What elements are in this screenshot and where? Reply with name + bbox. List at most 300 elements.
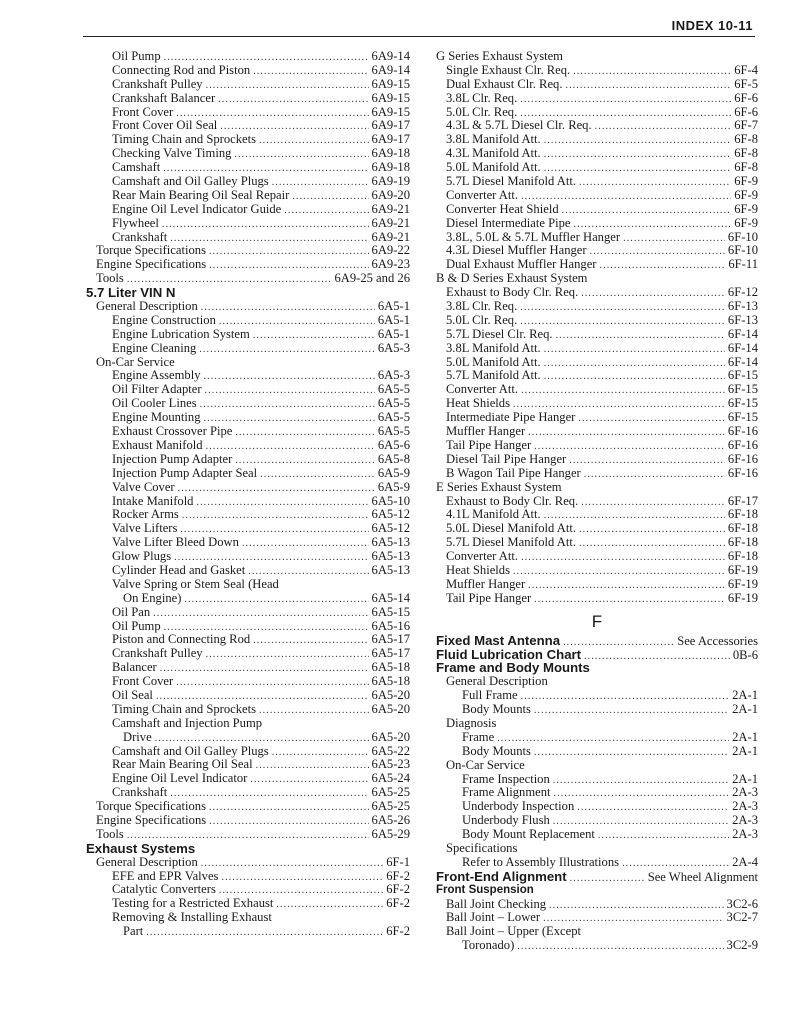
index-entry <box>86 925 410 939</box>
entry-page: 6A5-25 <box>371 786 410 800</box>
index-entry <box>86 244 410 258</box>
entry-text: Cylinder Head and Gasket <box>112 563 246 577</box>
dot-leader <box>209 259 368 272</box>
index-entry <box>86 883 410 897</box>
entry-page: 6A9-21 <box>371 202 410 216</box>
entry-text: Engine Mounting <box>112 411 201 425</box>
entry-text: Ball Joint Checking <box>446 897 547 911</box>
entry-text: Full Frame <box>462 689 518 703</box>
entry-text: B Wagon Tail Pipe Hanger <box>446 466 581 480</box>
entry-text: Oil Pump <box>112 50 161 63</box>
entry-text: Testing for a Restricted Exhaust <box>112 897 274 911</box>
index-entry <box>86 64 410 78</box>
index-entry <box>86 175 410 189</box>
entry-page: 6A5-1 <box>377 300 410 314</box>
dot-leader <box>590 245 725 258</box>
entry-text: Camshaft and Injection Pump <box>112 716 263 730</box>
index-entry <box>436 939 758 953</box>
index-entry <box>436 550 758 564</box>
index-entry <box>86 328 410 342</box>
index-entry <box>86 50 410 64</box>
entry-text: Tools <box>96 827 124 841</box>
dot-leader <box>534 440 725 453</box>
index-entry <box>86 231 410 245</box>
entry-page: 2A-1 <box>732 689 758 703</box>
entry-text: 5.0L Manifold Att. <box>446 355 541 369</box>
entry-text: E Series Exhaust System <box>436 480 562 494</box>
index-entry <box>436 300 758 314</box>
entry-text: Injection Pump Adapter <box>112 452 233 466</box>
index-entry <box>436 342 758 356</box>
entry-text: Camshaft and Oil Galley Plugs <box>112 744 269 758</box>
entry-text: 3.8L, 5.0L & 5.7L Muffler Hanger <box>446 230 621 244</box>
dot-leader <box>521 384 725 397</box>
dot-leader <box>162 218 369 231</box>
entry-text: Engine Specifications <box>96 813 207 827</box>
entry-page: 6F-18 <box>727 522 758 536</box>
entry-text: Front Suspension <box>436 883 534 896</box>
index-entry <box>436 495 758 509</box>
entry-page: 6A5-20 <box>371 730 410 744</box>
index-entry <box>436 898 758 912</box>
dot-leader <box>206 79 369 92</box>
dot-leader <box>127 273 332 286</box>
index-entry <box>436 133 758 147</box>
header-rule <box>83 36 755 37</box>
entry-page: 6F-18 <box>727 536 758 550</box>
entry-text: Rear Main Bearing Oil Seal <box>112 758 253 772</box>
index-entry <box>436 147 758 161</box>
entry-page: 6F-2 <box>386 925 410 939</box>
dot-leader <box>248 565 368 578</box>
entry-page: 6F-16 <box>727 466 758 480</box>
index-entry <box>436 911 758 925</box>
entry-text: 5.0L Clr. Req. <box>446 313 518 327</box>
index-entry <box>436 828 758 842</box>
entry-page: 6A5-14 <box>371 591 410 605</box>
index-entry <box>86 383 410 397</box>
entry-text: Body Mounts <box>462 703 531 717</box>
entry-page: 3C2-7 <box>726 911 758 925</box>
index-entry <box>86 578 410 592</box>
entry-text: Front Cover <box>112 105 174 119</box>
index-entry <box>86 119 410 133</box>
index-entry <box>436 703 758 717</box>
index-entry <box>436 258 758 272</box>
index-entry <box>436 92 758 106</box>
entry-text: Catalytic Converters <box>112 883 216 897</box>
index-entry <box>436 328 758 342</box>
index-heading <box>86 286 410 300</box>
entry-text: On-Car Service <box>96 355 175 369</box>
dot-leader <box>184 593 368 606</box>
dot-leader <box>260 468 375 481</box>
dot-leader <box>204 412 375 425</box>
index-entry <box>436 272 758 286</box>
index-entry <box>436 356 758 370</box>
index-entry <box>86 203 410 217</box>
entry-text: Engine Oil Level Indicator Guide <box>112 202 282 216</box>
entry-text: Engine Lubrication System <box>112 327 250 341</box>
dot-leader <box>196 496 368 509</box>
index-entry <box>86 745 410 759</box>
index-entry <box>86 675 410 689</box>
index-entry <box>436 231 758 245</box>
dot-leader <box>517 940 723 953</box>
dot-leader <box>176 107 368 120</box>
dot-leader <box>600 259 726 272</box>
index-entry <box>86 397 410 411</box>
entry-text: Exhaust to Body Clr. Req. <box>446 494 579 508</box>
index-entry <box>86 217 410 231</box>
index-entry <box>86 467 410 481</box>
entry-text: Diesel Tail Pipe Hanger <box>446 452 567 466</box>
index-entry <box>86 647 410 661</box>
dot-leader <box>256 759 369 772</box>
index-entry <box>86 495 410 509</box>
dot-leader <box>234 148 368 161</box>
dot-leader <box>182 509 369 522</box>
entry-page: 6A5-5 <box>377 397 410 411</box>
entry-page: 6F-15 <box>727 397 758 411</box>
dot-leader <box>521 190 731 203</box>
dot-leader <box>209 245 369 258</box>
index-entry <box>436 64 758 78</box>
entry-text: Engine Specifications <box>96 258 207 272</box>
entry-page: 6F-5 <box>734 77 758 91</box>
entry-text: Oil Pan <box>112 605 151 619</box>
entry-page: 2A-3 <box>732 814 758 828</box>
dot-leader <box>520 315 725 328</box>
entry-page: 6A5-12 <box>371 508 410 522</box>
dot-leader <box>206 440 375 453</box>
dot-leader <box>528 579 725 592</box>
entry-page: 6A5-25 <box>371 800 410 814</box>
dot-leader <box>544 357 725 370</box>
entry-page: 6F-12 <box>727 286 758 300</box>
entry-text: 3.8L Clr. Req. <box>446 300 518 314</box>
entry-page: 2A-4 <box>732 855 758 869</box>
entry-page: 6A5-13 <box>371 550 410 564</box>
dot-leader <box>520 301 725 314</box>
index-entry <box>436 508 758 522</box>
entry-text: Front-End Alignment <box>436 869 567 884</box>
dot-leader <box>163 162 368 175</box>
dot-leader <box>235 454 374 467</box>
entry-text: Glow Plugs <box>112 550 172 564</box>
dot-leader <box>153 607 368 620</box>
dot-leader <box>584 650 730 662</box>
dot-leader <box>565 79 731 92</box>
dot-leader <box>584 468 725 481</box>
index-entry <box>436 286 758 300</box>
entry-page: 6A5-15 <box>371 605 410 619</box>
dot-leader <box>554 787 730 800</box>
entry-text: EFE and EPR Valves <box>112 869 219 883</box>
index-entry <box>86 453 410 467</box>
entry-page: 6A9-22 <box>371 244 410 258</box>
entry-text: Body Mounts <box>462 744 531 758</box>
index-entry <box>86 272 410 286</box>
index-heading <box>436 884 758 898</box>
entry-text: Front Cover Oil Seal <box>112 119 218 133</box>
entry-page: 6F-13 <box>727 313 758 327</box>
entry-text: Oil Seal <box>112 688 153 702</box>
index-entry <box>436 467 758 481</box>
dot-leader <box>534 746 729 759</box>
page-title: INDEX 10-11 <box>671 18 753 33</box>
entry-page: 6F-13 <box>727 300 758 314</box>
entry-text: Crankshaft Pulley <box>112 647 203 661</box>
dot-leader <box>219 315 375 328</box>
entry-text: 4.3L & 5.7L Diesel Clr. Req. <box>446 119 592 133</box>
dot-leader <box>160 662 369 675</box>
index-column-left <box>86 50 410 939</box>
entry-text: Crankshaft <box>112 786 168 800</box>
entry-page: 2A-3 <box>732 800 758 814</box>
index-entry <box>436 564 758 578</box>
index-entry <box>86 300 410 314</box>
index-entry <box>86 78 410 92</box>
dot-leader <box>242 537 369 550</box>
entry-page: 6A9-19 <box>371 175 410 189</box>
entry-text: Camshaft <box>112 161 161 175</box>
index-entry <box>436 119 758 133</box>
index-entry <box>436 244 758 258</box>
dot-leader <box>595 120 732 133</box>
dot-leader <box>543 912 723 925</box>
entry-page: 2A-3 <box>732 786 758 800</box>
entry-text: 4.3L Diesel Muffler Hanger <box>446 244 587 258</box>
dot-leader <box>253 329 375 342</box>
dot-leader <box>235 426 374 439</box>
entry-text: Balancer <box>112 661 157 675</box>
entry-page: 6F-9 <box>734 216 758 230</box>
entry-page: 6A5-17 <box>371 633 410 647</box>
dot-leader <box>174 551 368 564</box>
entry-page: 6A9-17 <box>371 133 410 147</box>
entry-text: Intake Manifold <box>112 494 194 508</box>
index-entry <box>86 189 410 203</box>
dot-leader <box>209 815 368 828</box>
dot-leader <box>497 732 729 745</box>
entry-text: Heat Shields <box>446 397 511 411</box>
index-entry <box>436 731 758 745</box>
entry-text: Flywheel <box>112 216 159 230</box>
entry-page: 6F-19 <box>727 563 758 577</box>
dot-leader <box>200 398 375 411</box>
entry-text: General Description <box>446 675 548 689</box>
entry-page: 6F-15 <box>727 369 758 383</box>
entry-page: 2A-3 <box>732 828 758 842</box>
entry-text: Exhaust Systems <box>86 841 196 856</box>
entry-text: Valve Spring or Stem Seal (Head <box>112 577 279 591</box>
dot-leader <box>219 884 383 897</box>
entry-text: 5.0L Clr. Req. <box>446 105 518 119</box>
entry-page: 6F-16 <box>727 425 758 439</box>
dot-leader <box>164 51 369 64</box>
entry-page: 6A5-16 <box>371 619 410 633</box>
entry-text: General Description <box>96 300 198 314</box>
entry-text: Ball Joint – Upper (Except <box>446 925 582 939</box>
entry-text: 4.3L Manifold Att. <box>446 147 541 161</box>
index-entry <box>86 92 410 106</box>
entry-page: 6A5-9 <box>377 466 410 480</box>
entry-page: 6F-18 <box>727 508 758 522</box>
entry-page: 6A5-13 <box>371 536 410 550</box>
entry-text: Converter Att. <box>446 383 519 397</box>
entry-text: Tail Pipe Hanger <box>446 591 532 605</box>
entry-page: See Accessories <box>677 633 758 648</box>
index-entry <box>436 842 758 856</box>
entry-page: 6A9-14 <box>371 50 410 63</box>
index-entry <box>436 856 758 870</box>
entry-page: 6A5-1 <box>377 313 410 327</box>
entry-text: 3.8L Clr. Req. <box>446 91 518 105</box>
dot-leader <box>292 190 368 203</box>
dot-leader <box>178 482 375 495</box>
dot-leader <box>544 148 732 161</box>
entry-text: Valve Lifters <box>112 522 178 536</box>
dot-leader <box>520 93 731 106</box>
index-entry <box>86 717 410 731</box>
entry-page: 6A9-14 <box>371 63 410 77</box>
dot-leader <box>577 801 729 814</box>
entry-page: 6A5-10 <box>371 494 410 508</box>
dot-leader <box>553 774 729 787</box>
entry-page: 6F-15 <box>727 383 758 397</box>
index-entry <box>436 439 758 453</box>
entry-page: 3C2-9 <box>726 939 758 953</box>
index-entry <box>86 356 410 370</box>
entry-page: 6A9-15 <box>371 91 410 105</box>
dot-leader <box>579 523 725 536</box>
entry-page: 6F-8 <box>734 133 758 147</box>
entry-page: 6F-2 <box>386 869 410 883</box>
entry-page: 6F-19 <box>727 577 758 591</box>
entry-page: 6A9-23 <box>371 258 410 272</box>
index-entry <box>86 661 410 675</box>
entry-text: Oil Pump <box>112 619 161 633</box>
entry-page: 6A5-1 <box>377 327 410 341</box>
dot-leader <box>201 857 383 870</box>
index-entry <box>86 592 410 606</box>
entry-text: 3.8L Manifold Att. <box>446 341 541 355</box>
entry-text: Frame Alignment <box>462 786 551 800</box>
entry-text: Valve Lifter Bleed Down <box>112 536 239 550</box>
entry-text: Exhaust Crossover Pipe <box>112 425 233 439</box>
index-entry <box>86 633 410 647</box>
entry-page: 6A5-22 <box>371 744 410 758</box>
dot-leader <box>556 329 725 342</box>
entry-page: 6F-17 <box>727 494 758 508</box>
index-entry <box>86 800 410 814</box>
entry-text: Timing Chain and Sprockets <box>112 133 257 147</box>
index-heading <box>86 842 410 856</box>
entry-text: Diagnosis <box>446 716 497 730</box>
dot-leader <box>201 301 375 314</box>
index-entry <box>86 620 410 634</box>
index-heading <box>436 661 758 675</box>
index-entry <box>436 203 758 217</box>
dot-leader <box>180 523 368 536</box>
entry-text: Specifications <box>446 841 518 855</box>
index-entry <box>436 745 758 759</box>
entry-text: 5.7L Diesel Manifold Att. <box>446 175 577 189</box>
dot-leader <box>199 343 375 356</box>
dot-leader <box>573 65 731 78</box>
entry-page: See Wheel Alignment <box>647 869 758 884</box>
dot-leader <box>155 732 369 745</box>
dot-leader <box>549 899 723 912</box>
entry-text: 5.0L Diesel Manifold Att. <box>446 522 577 536</box>
entry-text: General Description <box>96 855 198 869</box>
entry-page: 6A5-12 <box>371 522 410 536</box>
entry-text: Piston and Connecting Rod <box>112 633 251 647</box>
entry-text: Drive <box>123 730 152 744</box>
entry-text: Converter Heat Shield <box>446 202 559 216</box>
dot-leader <box>218 93 368 106</box>
entry-text: Frame Inspection <box>462 772 550 786</box>
index-entry <box>86 522 410 536</box>
index-entry <box>436 453 758 467</box>
entry-page: 6A9-17 <box>371 119 410 133</box>
index-entry <box>86 703 410 717</box>
entry-page: 6F-14 <box>727 355 758 369</box>
entry-page: 2A-1 <box>732 772 758 786</box>
index-entry <box>436 383 758 397</box>
entry-page: 6A5-3 <box>377 341 410 355</box>
dot-leader <box>544 370 725 383</box>
index-entry <box>86 731 410 745</box>
index-entry <box>86 550 410 564</box>
index-entry <box>436 675 758 689</box>
index-entry <box>86 814 410 828</box>
index-entry <box>436 717 758 731</box>
entry-text: Rocker Arms <box>112 508 179 522</box>
dot-leader <box>544 162 732 175</box>
entry-text: Heat Shields <box>446 563 511 577</box>
entry-text: Engine Cleaning <box>112 341 197 355</box>
entry-text: Engine Oil Level Indicator <box>112 772 248 786</box>
index-entry <box>86 536 410 550</box>
index-entry <box>436 106 758 120</box>
entry-text: Refer to Assembly Illustrations <box>462 855 620 869</box>
index-entry <box>86 411 410 425</box>
entry-page: 2A-1 <box>732 744 758 758</box>
dot-leader <box>146 926 383 939</box>
entry-page: 6A5-17 <box>371 647 410 661</box>
entry-text: Injection Pump Adapter Seal <box>112 466 258 480</box>
index-entry <box>86 606 410 620</box>
index-entry <box>86 425 410 439</box>
entry-page: 0B-6 <box>732 647 758 662</box>
entry-text: Engine Assembly <box>112 369 201 383</box>
dot-leader <box>513 565 725 578</box>
entry-text: Valve Cover <box>112 480 175 494</box>
dot-leader <box>574 218 732 231</box>
index-entry <box>86 508 410 522</box>
index-entry <box>436 522 758 536</box>
dot-leader <box>578 412 725 425</box>
index-entry <box>436 925 758 939</box>
entry-text: Camshaft and Oil Galley Plugs <box>112 175 269 189</box>
dot-leader <box>253 634 368 647</box>
index-entry <box>86 689 410 703</box>
entry-page: 6A5-13 <box>371 563 410 577</box>
entry-text: 5.7L Diesel Manifold Att. <box>446 536 577 550</box>
entry-page: 6F-18 <box>727 550 758 564</box>
